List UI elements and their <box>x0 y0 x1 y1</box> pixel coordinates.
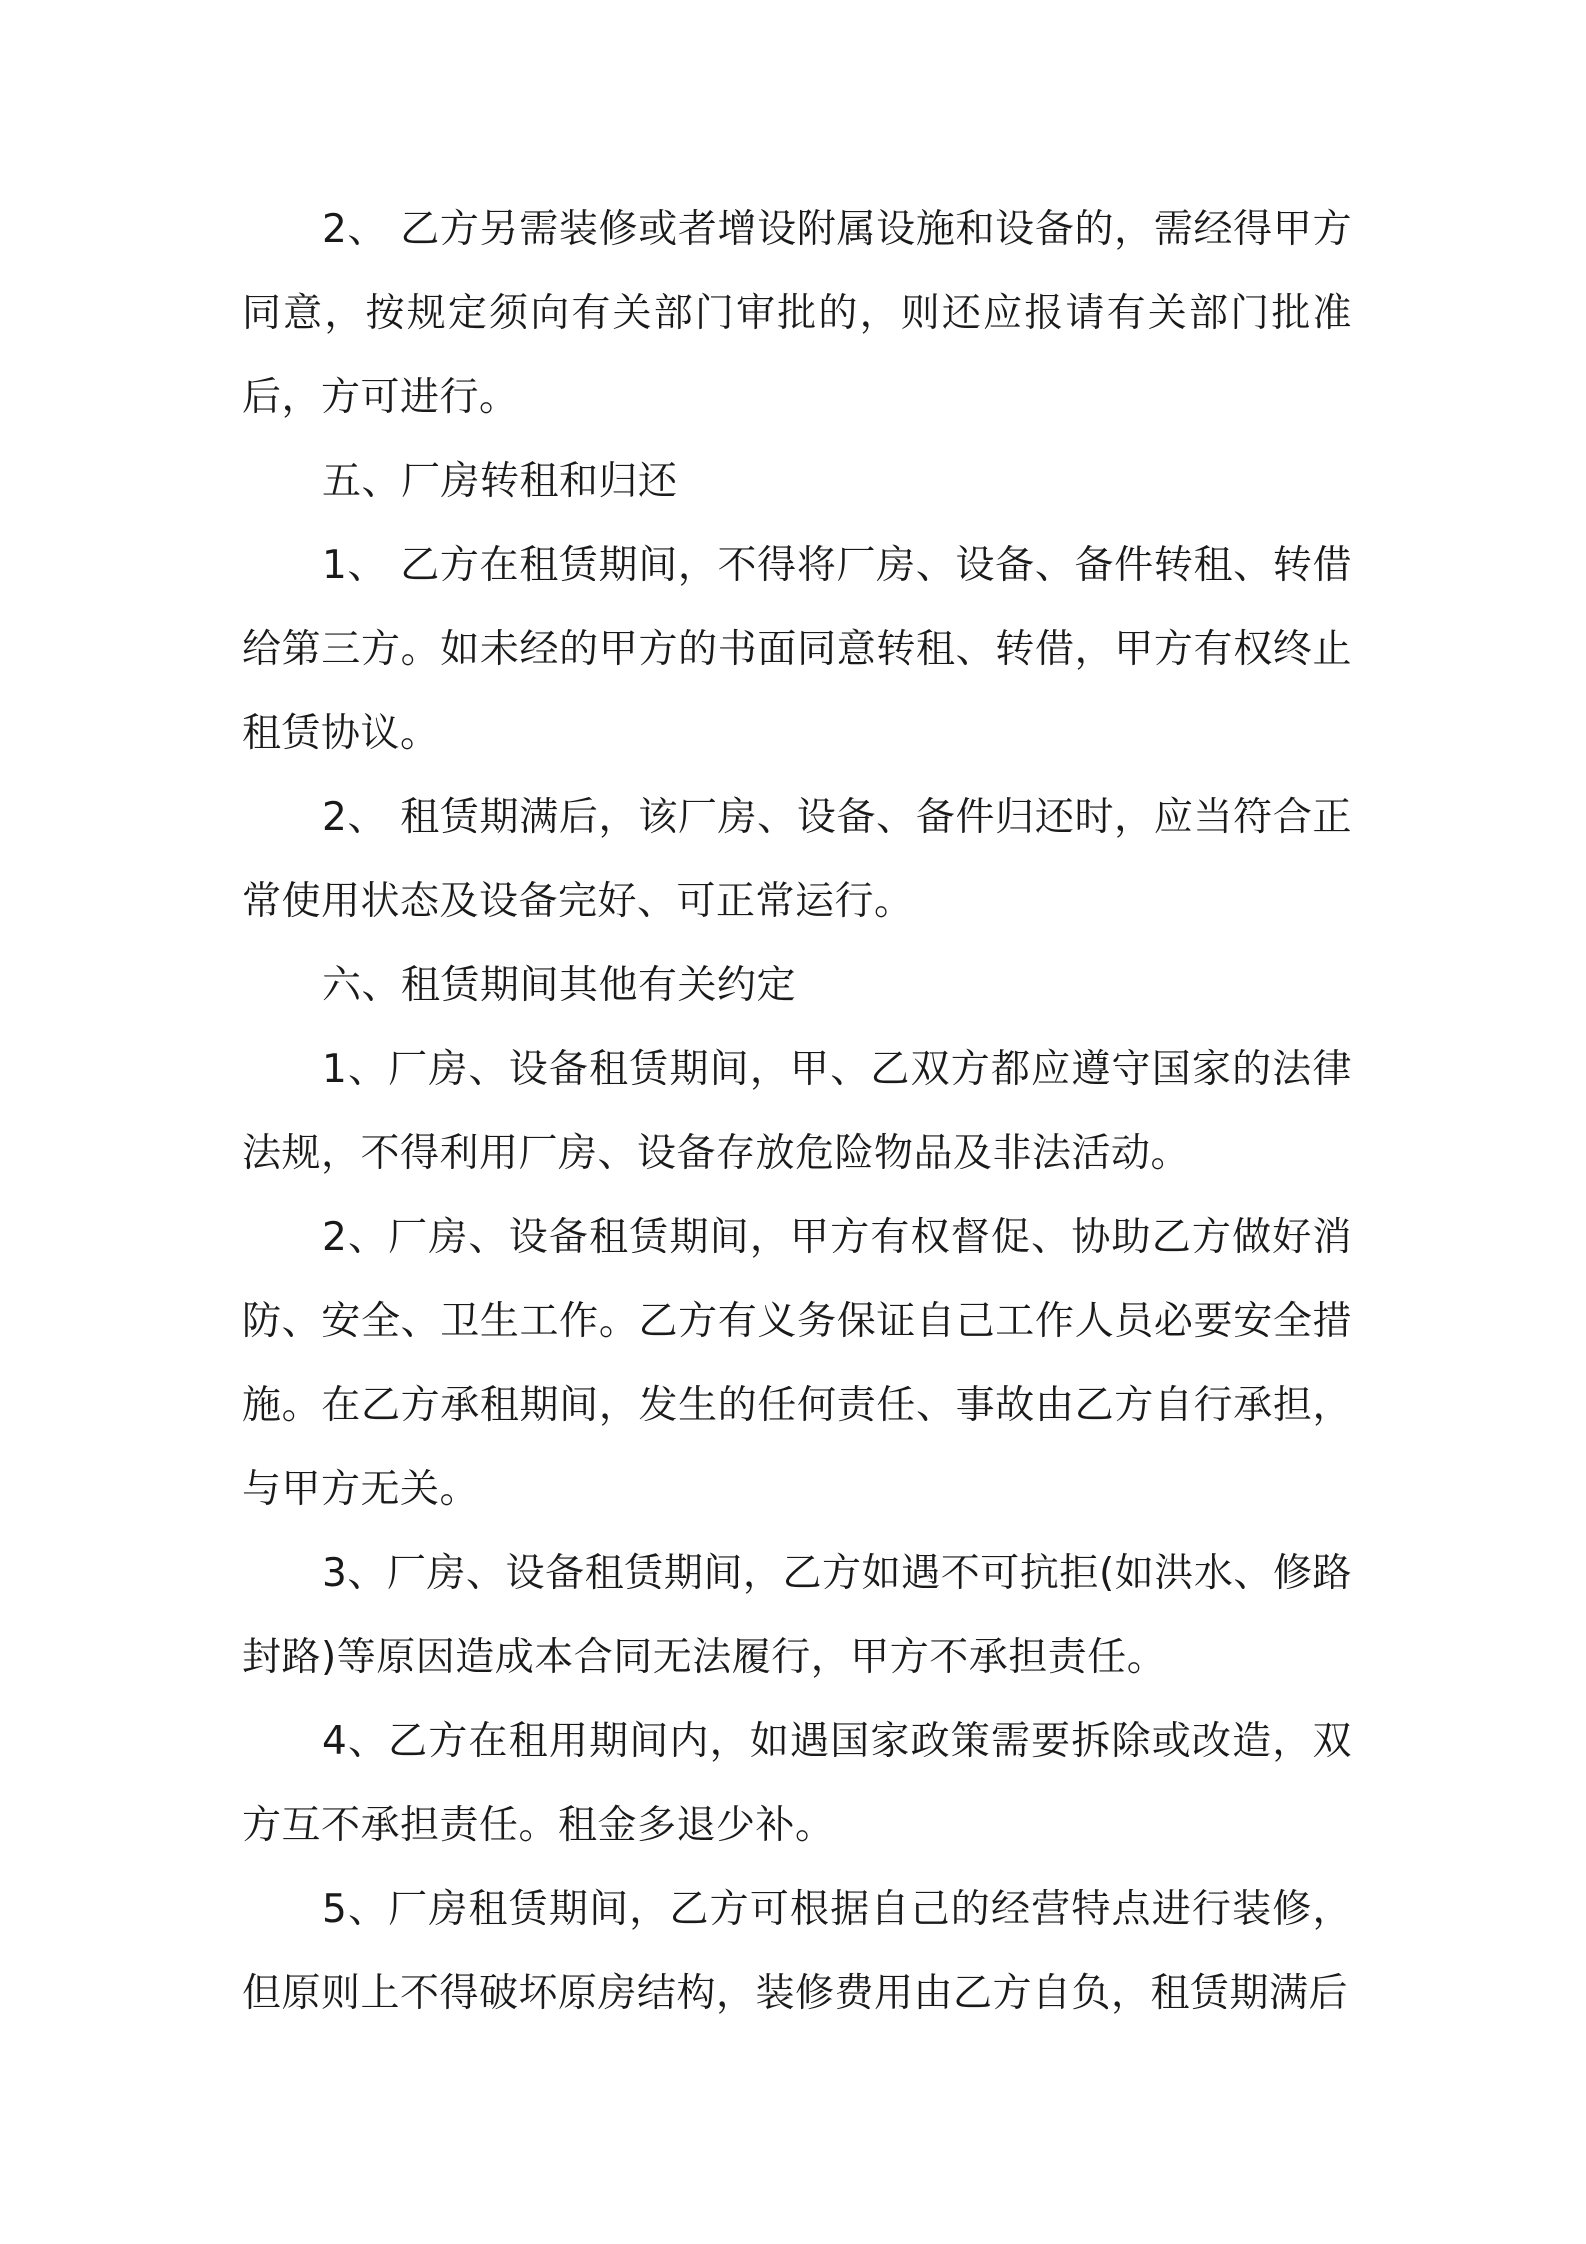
clause-6-2: 2、厂房、设备租赁期间，甲方有权督促、协助乙方做好消防、安全、卫生工作。乙方有义务保证自己工作人员必要安全措施。在乙方承租期间，发生的任何责任、事故由乙方自行承担，与甲方无关。 <box>242 1215 1352 1512</box>
clause-4-2: 2、 乙方另需装修或者增设附属设施和设备的，需经得甲方同意，按规定须向有关部门审批的，则还应报请有关部门批准后，方可进行。 <box>242 207 1352 420</box>
clause-6-3: 3、厂房、设备租赁期间，乙方如遇不可抗拒(如洪水、修路封路)等原因造成本合同无法履行，甲方不承担责任。 <box>242 1551 1352 1680</box>
clause-5-1: 1、 乙方在租赁期间，不得将厂房、设备、备件转租、转借给第三方。如未经的甲方的书面同意转租、转借，甲方有权终止租赁协议。 <box>242 543 1352 756</box>
section-5-heading: 五、厂房转租和归还 <box>322 459 678 504</box>
clause-6-4: 4、乙方在租用期间内，如遇国家政策需要拆除或改造，双方互不承担责任。租金多退少补。 <box>242 1719 1352 1848</box>
section-6-heading: 六、租赁期间其他有关约定 <box>322 963 797 1008</box>
clause-5-2: 2、 租赁期满后，该厂房、设备、备件归还时，应当符合正常使用状态及设备完好、可正常运行。 <box>242 795 1352 924</box>
document-body <box>242 188 1352 2036</box>
clause-6-5: 5、厂房租赁期间，乙方可根据自己的经营特点进行装修，但原则上不得破坏原房结构，装修费用由乙方自负，租赁期满后 <box>242 1887 1352 2016</box>
clause-6-1: 1、厂房、设备租赁期间，甲、乙双方都应遵守国家的法律法规，不得利用厂房、设备存放危险物品及非法活动。 <box>242 1047 1352 1176</box>
